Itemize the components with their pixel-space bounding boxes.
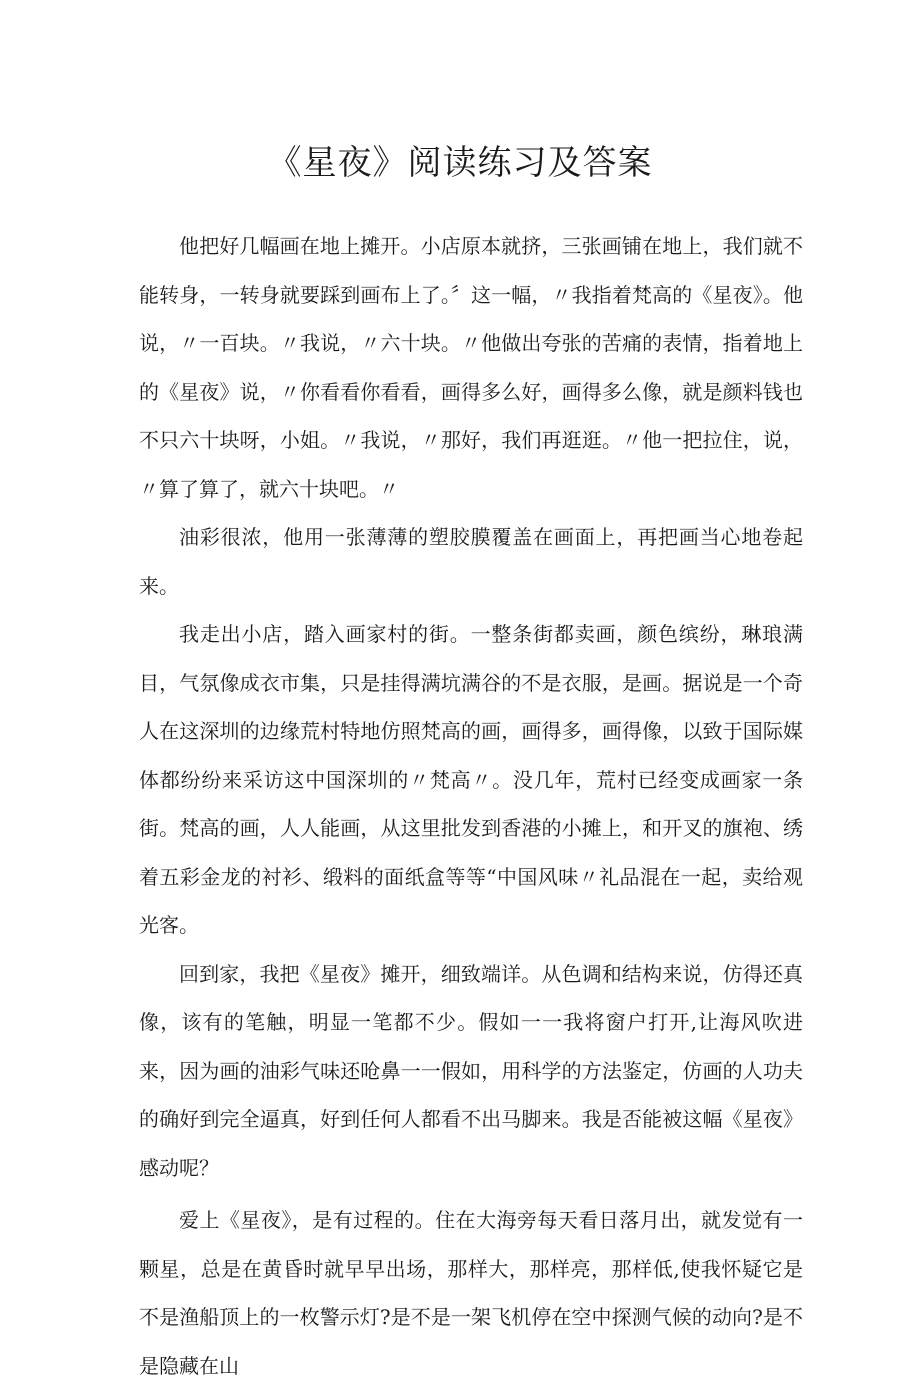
paragraph-5: 爱上《星夜》，是有过程的。住在大海旁每天看日落月出，就发觉有一颗星，总是在黄昏时就早早出场，那样大，那样亮，那样低,使我怀疑它是不是渔船顶上的一枚警示灯?是不是一架飞机停在空中探测气候的动向?是不是隐藏在山 <box>139 1208 803 1378</box>
paragraph-1: 他把好几幅画在地上摊开。小店原本就挤，三张画铺在地上，我们就不能转身，一转身就要踩到画布上了。〞这一幅，〃我指着梵高的《星夜》。他说，〃一百块。〃我说，〃六十块。〃他做出夸张的苦痛的表情，指着地上的《星夜》说，〃你看看你看看，画得多么好，画得多么像，就是颜料钱也不只六十块呀，小姐。〃我说，〃那好，我们再逛逛。〃他一把拉住，说，〃算了算了，就六十块吧。〃 <box>139 234 803 501</box>
paragraph-3: 我走出小店，踏入画家村的街。一整条街都卖画，颜色缤纷，琳琅满目，气氛像成衣市集，只是挂得满坑满谷的不是衣服，是画。据说是一个奇人在这深圳的边缘荒村特地仿照梵高的画，画得多，画得像，以致于国际媒体都纷纷来采访这中国深圳的〃梵高〃。没几年，荒村已经变成画家一条街。梵高的画，人人能画，从这里批发到香港的小摊上，和开叉的旗袍、绣着五彩金龙的衬衫、缎料的面纸盒等等“中国风味〃礼品混在一起，卖给观光客。 <box>139 622 803 937</box>
paragraph-2: 油彩很浓，他用一张薄薄的塑胶膜覆盖在画面上，再把画当心地卷起来。 <box>139 525 803 598</box>
document-body <box>139 222 803 1390</box>
paragraph-4: 回到家，我把《星夜》摊开，细致端详。从色调和结构来说，仿得还真像，该有的笔触，明显一笔都不少。假如一一我将窗户打开,让海风吹进来，因为画的油彩气味还呛鼻一一假如，用科学的方法鉴定，仿画的人功夫的确好到完全逼真，好到任何人都看不出马脚来。我是否能被这幅《星夜》感动呢？ <box>139 961 803 1180</box>
document-title: 《星夜》阅读练习及答案 <box>267 143 653 183</box>
